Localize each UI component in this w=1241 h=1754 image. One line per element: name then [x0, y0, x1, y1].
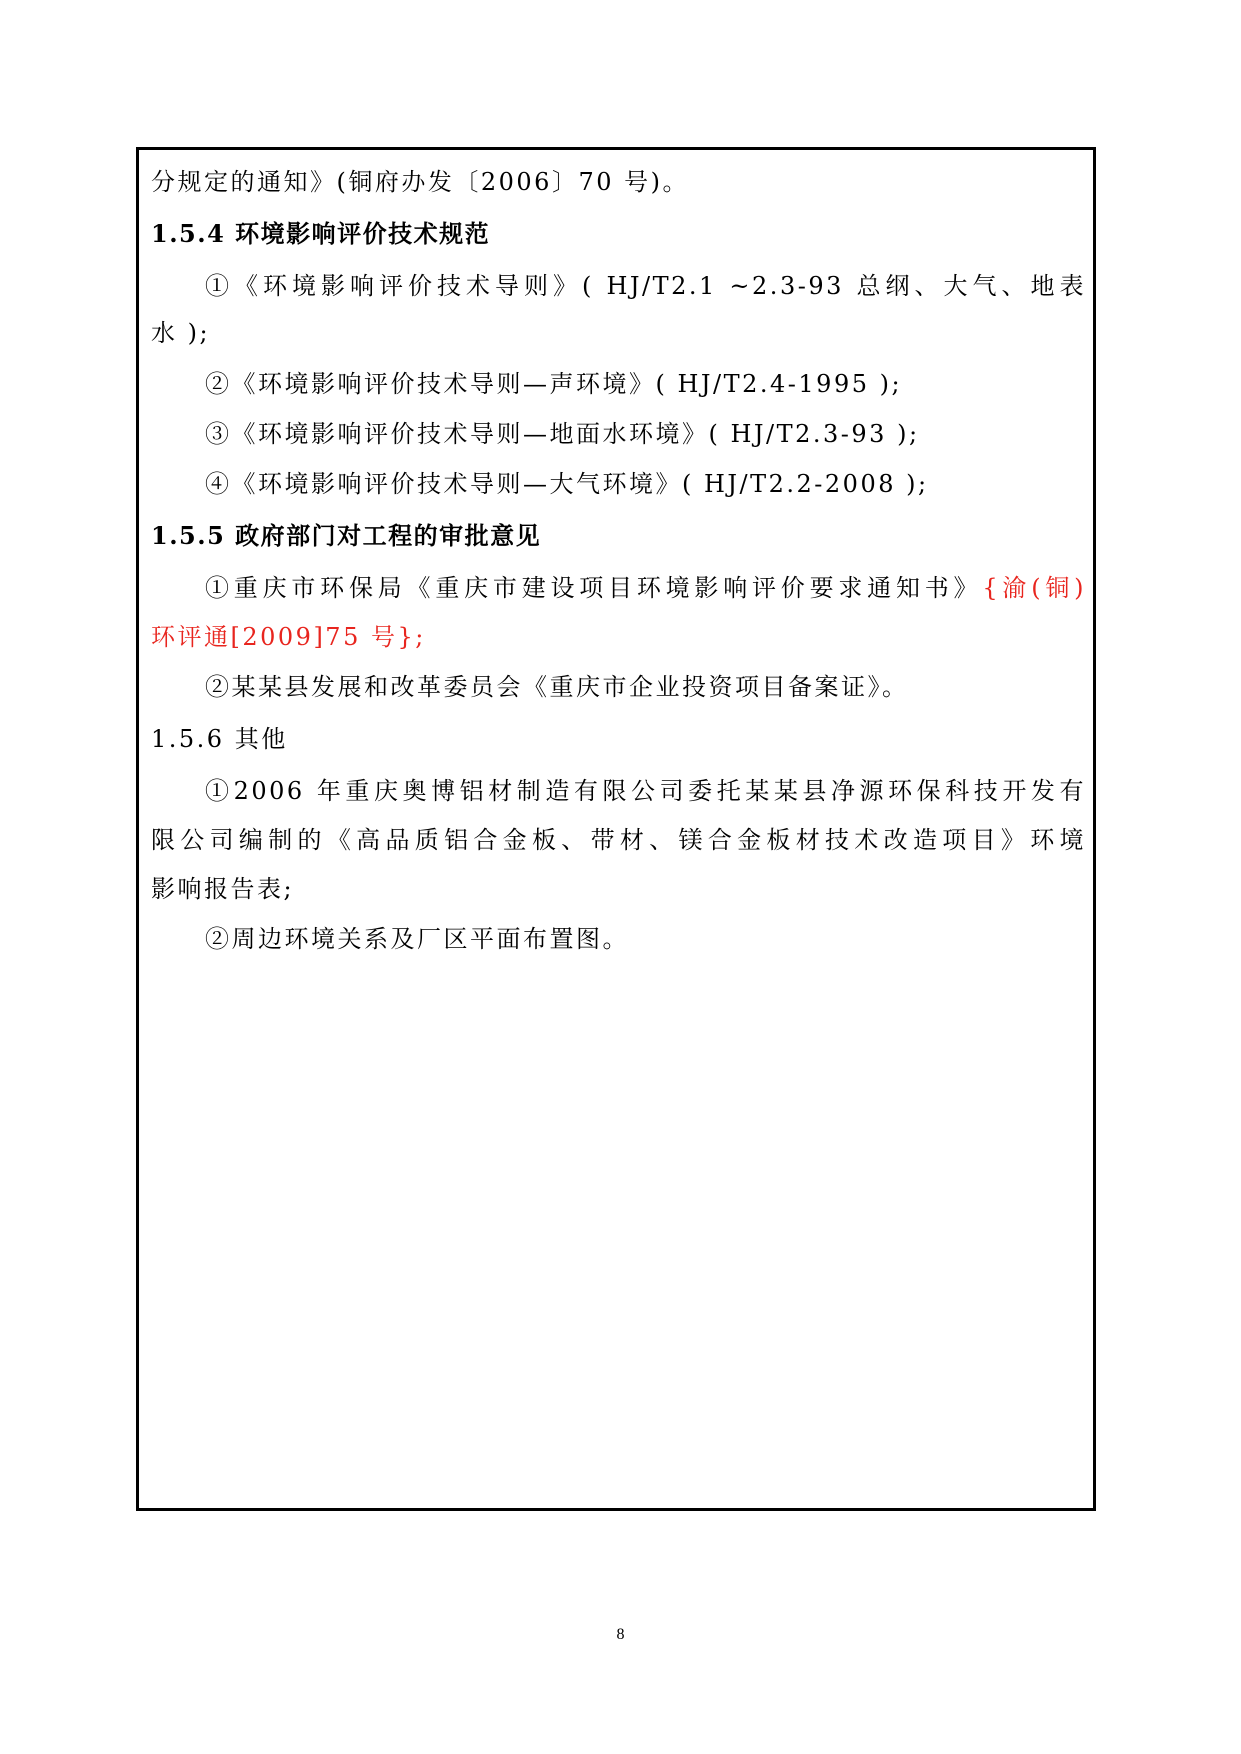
list-item-1-5-4-1-continued: 水 ); — [151, 319, 211, 347]
list-item-1-5-6-1: ①2006 年重庆奥博铝材制造有限公司委托某某县净源环保科技开发有 — [205, 777, 1086, 805]
list-item-1-5-4-4: ④《环境影响评价技术导则—大气环境》( HJ/T2.2-2008 ); — [205, 470, 929, 498]
list-item-1-5-4-2: ②《环境影响评价技术导则—声环境》( HJ/T2.4-1995 ); — [205, 370, 903, 398]
approval-document-text: ①重庆市环保局《重庆市建设项目环境影响评价要求通知书》 — [205, 574, 983, 602]
list-item-1-5-4-1: ①《环境影响评价技术导则》( HJ/T2.1 ~2.3-93 总纲、大气、地表 — [205, 272, 1086, 300]
approval-document-number-continued: 环评通[2009]75 号}; — [151, 623, 426, 651]
page-number: 8 — [616, 1626, 625, 1643]
section-heading-1-5-6: 1.5.6 其他 — [151, 725, 288, 753]
section-heading-1-5-5: 1.5.5 政府部门对工程的审批意见 — [151, 521, 542, 550]
continued-text-line: 分规定的通知》(铜府办发〔2006〕70 号)。 — [151, 168, 689, 196]
list-item-1-5-5-1 — [205, 572, 1086, 604]
list-item-1-5-6-1-continued-2: 影响报告表; — [151, 875, 295, 903]
section-heading-1-5-4: 1.5.4 环境影响评价技术规范 — [151, 219, 491, 248]
approval-document-number: {渝(铜) — [982, 574, 1087, 602]
list-item-1-5-4-3: ③《环境影响评价技术导则—地面水环境》( HJ/T2.3-93 ); — [205, 420, 920, 448]
list-item-1-5-5-2: ②某某县发展和改革委员会《重庆市企业投资项目备案证》。 — [205, 673, 909, 701]
list-item-1-5-6-2: ②周边环境关系及厂区平面布置图。 — [205, 925, 629, 953]
list-item-1-5-6-1-continued: 限公司编制的《高品质铝合金板、带材、镁合金板材技术改造项目》环境 — [151, 826, 1086, 854]
